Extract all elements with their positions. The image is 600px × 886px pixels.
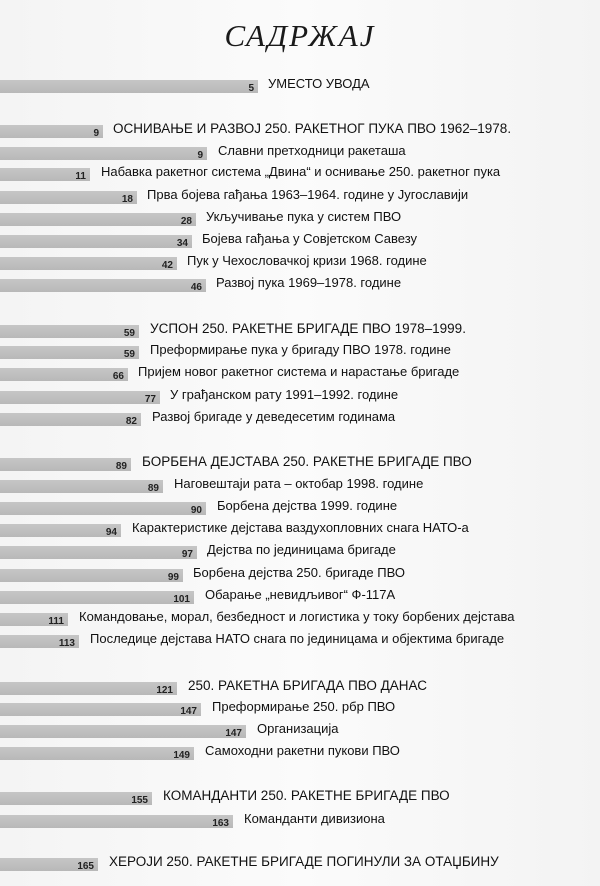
toc-entry bbox=[0, 408, 600, 430]
page-number-bar bbox=[0, 368, 128, 381]
toc-entry-title: ОСНИВАЊЕ И РАЗВОЈ 250. РАКЕТНОГ ПУКА ПВО 1962–1978. bbox=[113, 121, 512, 136]
page-number-bar bbox=[0, 125, 103, 138]
toc-entry-title: УСПОН 250. РАКЕТНЕ БРИГАДЕ ПВО 1978–1999. bbox=[150, 321, 466, 336]
toc-entry-title: Бојева гађања у Совјетском Савезу bbox=[202, 231, 418, 246]
toc-page-number: 101 bbox=[173, 594, 190, 605]
page-number-bar bbox=[0, 591, 194, 604]
toc-entry bbox=[0, 698, 600, 720]
toc-page-number: 66 bbox=[112, 371, 124, 382]
toc-page-number: 46 bbox=[190, 282, 202, 293]
toc-entry-title: ХЕРОЈИ 250. РАКЕТНЕ БРИГАДЕ ПОГИНУЛИ ЗА ОТАЏБИНУ bbox=[109, 854, 499, 869]
toc-entry-title: Развој пука 1969–1978. године bbox=[216, 275, 402, 290]
toc-page-number: 149 bbox=[173, 750, 190, 761]
toc-entry-title: Последице дејстава НАТО снага по јединицама и објектима бригаде bbox=[90, 631, 505, 646]
page-number-bar bbox=[0, 346, 139, 359]
toc-entry bbox=[0, 274, 600, 296]
page-number-bar bbox=[0, 682, 177, 695]
page-number-bar bbox=[0, 569, 183, 582]
page-number-bar bbox=[0, 213, 196, 226]
toc-page-number: 155 bbox=[131, 795, 148, 806]
toc-entry-title: КОМАНДАНТИ 250. РАКЕТНЕ БРИГАДЕ ПВО bbox=[163, 788, 450, 803]
toc-page-number: 59 bbox=[123, 349, 135, 360]
toc-entry-title: Борбена дејства 250. бригаде ПВО bbox=[193, 565, 405, 580]
toc-entry-title: Славни претходници ракеташа bbox=[218, 143, 406, 158]
toc-page-number: 59 bbox=[123, 328, 135, 339]
toc-entry bbox=[0, 541, 600, 563]
toc-entry bbox=[0, 497, 600, 519]
page-number-bar bbox=[0, 725, 246, 738]
toc-entry-title: Преформирање пука у бригаду ПВО 1978. године bbox=[150, 342, 451, 357]
toc-entry bbox=[0, 475, 600, 497]
page-number-bar bbox=[0, 325, 139, 338]
toc-page-number: 94 bbox=[105, 527, 117, 538]
toc-entry-title: Карактеристике дејстава ваздухопловних снага НАТО-а bbox=[132, 520, 469, 535]
page-number-bar bbox=[0, 815, 233, 828]
toc-page-number: 121 bbox=[156, 685, 173, 696]
page-number-bar bbox=[0, 168, 90, 181]
toc-entry bbox=[0, 742, 600, 764]
page-number-bar bbox=[0, 524, 121, 537]
toc-entry bbox=[0, 230, 600, 252]
toc-page-number: 82 bbox=[125, 416, 137, 427]
toc-entry-title: Пук у Чехословачкој кризи 1968. године bbox=[187, 253, 427, 268]
toc-entry-title: Наговештаји рата – октобар 1998. године bbox=[174, 476, 424, 491]
toc-section-entry bbox=[0, 453, 600, 475]
toc-page-number: 113 bbox=[58, 638, 75, 649]
toc-entry bbox=[0, 630, 600, 652]
toc-entry-title: 250. РАКЕТНА БРИГАДА ПВО ДАНАС bbox=[188, 678, 427, 693]
toc-entry-title: Прва бојева гађања 1963–1964. године у Југославији bbox=[147, 187, 469, 202]
toc-entry bbox=[0, 519, 600, 541]
page-number-bar bbox=[0, 235, 192, 248]
toc-page-number: 42 bbox=[161, 260, 173, 271]
toc-entry-title: Обарање „невидљивог“ Ф-117А bbox=[205, 587, 396, 602]
toc-page-number: 163 bbox=[212, 818, 229, 829]
toc-entry-title: Самоходни ракетни пукови ПВО bbox=[205, 743, 400, 758]
page-number-bar bbox=[0, 613, 68, 626]
toc-section-entry bbox=[0, 787, 600, 809]
toc-entry-title: Пријем новог ракетног система и нарастање бригаде bbox=[138, 364, 460, 379]
toc-entry-title: Укључивање пука у систем ПВО bbox=[206, 209, 402, 224]
toc-page-number: 99 bbox=[167, 572, 179, 583]
page-number-bar bbox=[0, 703, 201, 716]
toc-entry-title: Набавка ракетног система „Двина“ и оснивање 250. ракетног пука bbox=[101, 164, 501, 179]
toc-entry bbox=[0, 142, 600, 164]
toc-section-entry bbox=[0, 320, 600, 342]
page-number-bar bbox=[0, 147, 207, 160]
page-number-bar bbox=[0, 257, 177, 270]
page-title: САДРЖАЈ bbox=[224, 18, 376, 53]
toc-page-number: 97 bbox=[181, 549, 193, 560]
page-number-bar bbox=[0, 792, 152, 805]
toc-page-number: 147 bbox=[180, 706, 197, 717]
toc-page-number: 77 bbox=[144, 394, 156, 405]
toc-page-number: 34 bbox=[176, 238, 188, 249]
page-number-bar bbox=[0, 458, 131, 471]
toc-page-number: 147 bbox=[225, 728, 242, 739]
page-number-bar bbox=[0, 480, 163, 493]
page-number-bar bbox=[0, 413, 141, 426]
toc-entry-title: УМЕСТО УВОДА bbox=[268, 76, 370, 91]
toc-page-number: 165 bbox=[77, 861, 94, 872]
toc-page-number: 5 bbox=[248, 83, 254, 94]
toc-entry bbox=[0, 186, 600, 208]
toc-entry bbox=[0, 208, 600, 230]
toc-entry bbox=[0, 75, 600, 97]
toc-page-number: 18 bbox=[121, 194, 133, 205]
toc-entry bbox=[0, 363, 600, 385]
toc-page-number: 9 bbox=[93, 128, 99, 139]
page-number-bar bbox=[0, 191, 137, 204]
toc-section-entry bbox=[0, 120, 600, 142]
toc-entry bbox=[0, 163, 600, 185]
page-number-bar bbox=[0, 279, 206, 292]
toc-entry-title: Преформирање 250. рбр ПВО bbox=[212, 699, 396, 714]
toc-entry-title: У грађанском рату 1991–1992. године bbox=[170, 387, 399, 402]
page-number-bar bbox=[0, 858, 98, 871]
toc-page-number: 90 bbox=[190, 505, 202, 516]
toc-entry bbox=[0, 720, 600, 742]
toc-page-number: 89 bbox=[115, 461, 127, 472]
toc-page-number: 11 bbox=[75, 171, 86, 182]
page-number-bar bbox=[0, 502, 206, 515]
toc-entry-title: Команданти дивизиона bbox=[244, 811, 385, 826]
page-number-bar bbox=[0, 80, 258, 93]
toc-section-entry bbox=[0, 853, 600, 875]
toc-page-number: 89 bbox=[147, 483, 159, 494]
toc-entry-title: Борбена дејства 1999. године bbox=[217, 498, 398, 513]
toc-entry bbox=[0, 810, 600, 832]
toc-entry-title: БОРБЕНА ДЕЈСТАВА 250. РАКЕТНЕ БРИГАДЕ ПВО bbox=[142, 454, 472, 469]
page-number-bar bbox=[0, 391, 160, 404]
toc-page-number: 9 bbox=[197, 150, 203, 161]
page-number-bar bbox=[0, 747, 194, 760]
toc-entry bbox=[0, 608, 600, 630]
toc-entry-title: Командовање, морал, безбедност и логистика у току борбених дејстава bbox=[79, 609, 515, 624]
toc-entry bbox=[0, 341, 600, 363]
toc-section-entry bbox=[0, 677, 600, 699]
page-number-bar bbox=[0, 546, 197, 559]
toc-entry bbox=[0, 252, 600, 274]
toc-page-number: 111 bbox=[48, 616, 64, 627]
toc-entry-title: Дејства по јединицама бригаде bbox=[207, 542, 396, 557]
toc-entry bbox=[0, 386, 600, 408]
toc-entry bbox=[0, 586, 600, 608]
toc-entry-title: Развој бригаде у деведесетим годинама bbox=[152, 409, 396, 424]
toc-entry-title: Организација bbox=[257, 721, 339, 736]
toc-entry bbox=[0, 564, 600, 586]
toc-page-number: 28 bbox=[180, 216, 192, 227]
page-number-bar bbox=[0, 635, 79, 648]
